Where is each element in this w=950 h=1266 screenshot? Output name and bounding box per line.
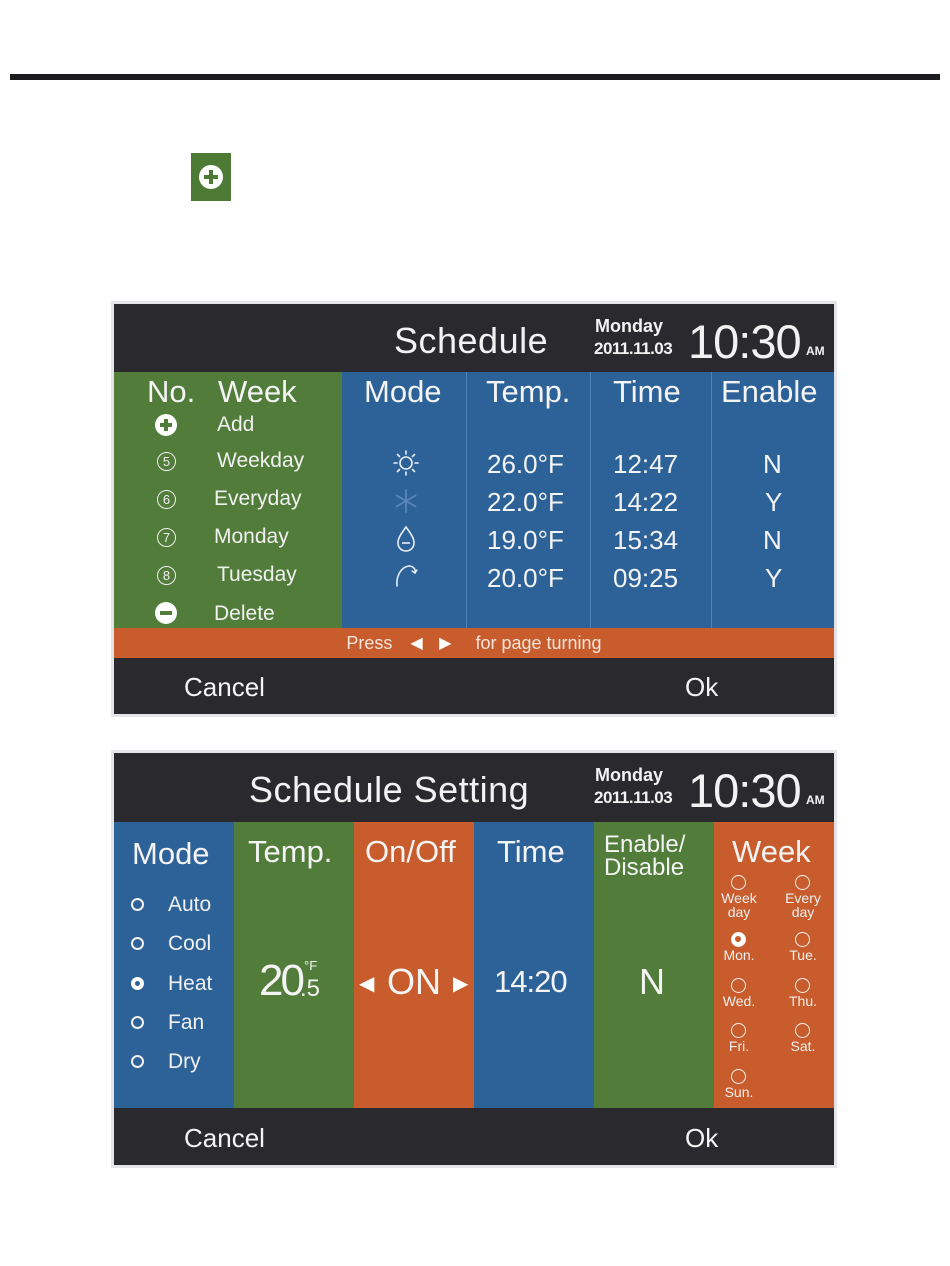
week-label-line1: Week <box>721 890 757 906</box>
column-header-mode: Mode <box>364 374 442 409</box>
radio-icon <box>731 1069 746 1084</box>
week-label-line1: Every <box>785 890 821 906</box>
week-label: Thu. <box>788 993 817 1009</box>
column-header-onoff: On/Off <box>365 834 456 869</box>
right-arrow-icon[interactable]: ▶ <box>453 973 469 995</box>
radio-icon <box>731 875 746 890</box>
row-number-badge: 7 <box>157 528 176 547</box>
radio-icon <box>131 898 144 911</box>
clock: 10:30 <box>688 764 801 817</box>
day-label: Monday <box>595 765 664 785</box>
column-header-week: Week <box>732 834 811 869</box>
temp-integer: 20 <box>259 956 302 1005</box>
fan-icon <box>393 562 419 590</box>
column-divider <box>711 372 712 628</box>
page-title: Schedule Setting <box>249 769 530 810</box>
column-header-time: Time <box>497 834 565 869</box>
row-time: 12:47 <box>613 449 679 479</box>
schedule-screen <box>114 304 834 714</box>
row-week: Everyday <box>214 487 302 510</box>
schedule-setting-screen <box>114 753 834 1165</box>
radio-selected-icon <box>731 932 746 947</box>
water-drop-icon <box>394 524 418 554</box>
date-label: 2011.11.03 <box>594 788 673 807</box>
column-header-enable <box>604 833 685 879</box>
hint-press: Press <box>346 632 393 653</box>
mode-label: Fan <box>168 1011 205 1034</box>
week-label: Sun. <box>724 1084 754 1100</box>
delete-label: Delete <box>214 602 275 625</box>
mode-label: Heat <box>168 972 213 995</box>
column-divider <box>466 372 467 628</box>
page-title: Schedule <box>394 320 549 361</box>
enable-header-line1: Enable/ <box>604 831 686 858</box>
ampm-label: AM <box>806 344 825 358</box>
top-divider <box>10 74 940 80</box>
cancel-button[interactable]: Cancel <box>184 672 265 702</box>
row-temp: 19.0°F <box>487 525 564 555</box>
mode-label: Dry <box>168 1050 201 1073</box>
row-number-badge: 8 <box>157 566 176 585</box>
row-enable: N <box>763 525 782 555</box>
radio-icon <box>795 875 810 890</box>
page-turn-hint <box>114 628 834 658</box>
left-arrow-icon[interactable]: ◀ <box>359 973 375 995</box>
add-icon-sample <box>191 153 231 201</box>
row-time: 14:22 <box>613 487 679 517</box>
radio-icon <box>731 978 746 993</box>
plus-circle-icon <box>199 165 223 189</box>
row-temp: 20.0°F <box>487 563 564 593</box>
radio-selected-icon <box>131 977 144 990</box>
ampm-label: AM <box>806 793 825 807</box>
sun-icon <box>392 449 420 477</box>
row-week: Weekday <box>217 449 305 472</box>
radio-icon <box>731 1023 746 1038</box>
ok-button[interactable]: Ok <box>685 1123 719 1153</box>
radio-icon <box>131 1055 144 1068</box>
row-week: Tuesday <box>217 563 297 586</box>
week-label: Fri. <box>728 1038 750 1054</box>
time-value[interactable]: 14:20 <box>494 964 567 999</box>
row-temp: 22.0°F <box>487 487 564 517</box>
snowflake-icon <box>392 487 420 515</box>
radio-icon <box>131 1016 144 1029</box>
enable-value[interactable]: N <box>639 961 665 1002</box>
radio-icon <box>131 937 144 950</box>
row-week: Monday <box>214 525 289 548</box>
temp-decimal: .5 <box>300 975 321 1002</box>
date-label: 2011.11.03 <box>594 339 673 358</box>
row-number-badge: 6 <box>157 490 176 509</box>
week-label: Tue. <box>789 947 817 963</box>
page-arrows-icon[interactable]: ◀ ▶ <box>410 635 458 652</box>
column-divider <box>590 372 591 628</box>
radio-icon <box>795 932 810 947</box>
column-header-week: Week <box>218 374 297 409</box>
mode-label: Auto <box>168 893 212 916</box>
week-label: Wed. <box>722 993 756 1009</box>
ok-button[interactable]: Ok <box>685 672 719 702</box>
row-temp: 26.0°F <box>487 449 564 479</box>
row-time: 09:25 <box>613 563 679 593</box>
minus-circle-icon <box>155 602 177 624</box>
enable-header-line2: Disable <box>604 854 685 881</box>
cancel-button[interactable]: Cancel <box>184 1123 265 1153</box>
column-header-mode: Mode <box>132 836 210 871</box>
column-header-temp: Temp. <box>486 374 571 409</box>
row-enable: Y <box>765 487 783 517</box>
week-label-line2: day <box>791 904 815 920</box>
week-label: Mon. <box>723 947 755 963</box>
column-header-no: No. <box>147 374 196 409</box>
week-label: Sat. <box>790 1038 816 1054</box>
row-enable: N <box>763 449 782 479</box>
row-time: 15:34 <box>613 525 679 555</box>
radio-icon <box>795 978 810 993</box>
onoff-value: ON <box>387 961 441 1002</box>
add-label: Add <box>217 413 255 436</box>
column-header-temp: Temp. <box>248 834 333 869</box>
row-number-badge: 5 <box>157 452 176 471</box>
clock: 10:30 <box>688 315 801 368</box>
add-circle-icon <box>155 414 177 436</box>
column-header-time: Time <box>613 374 681 409</box>
hint-text: for page turning <box>475 632 602 653</box>
temp-unit: °F <box>304 958 318 973</box>
mode-label: Cool <box>168 932 212 955</box>
row-enable: Y <box>765 563 783 593</box>
week-label-line2: day <box>727 904 751 920</box>
column-header-enable: Enable <box>721 374 818 409</box>
day-label: Monday <box>595 316 664 336</box>
radio-icon <box>795 1023 810 1038</box>
